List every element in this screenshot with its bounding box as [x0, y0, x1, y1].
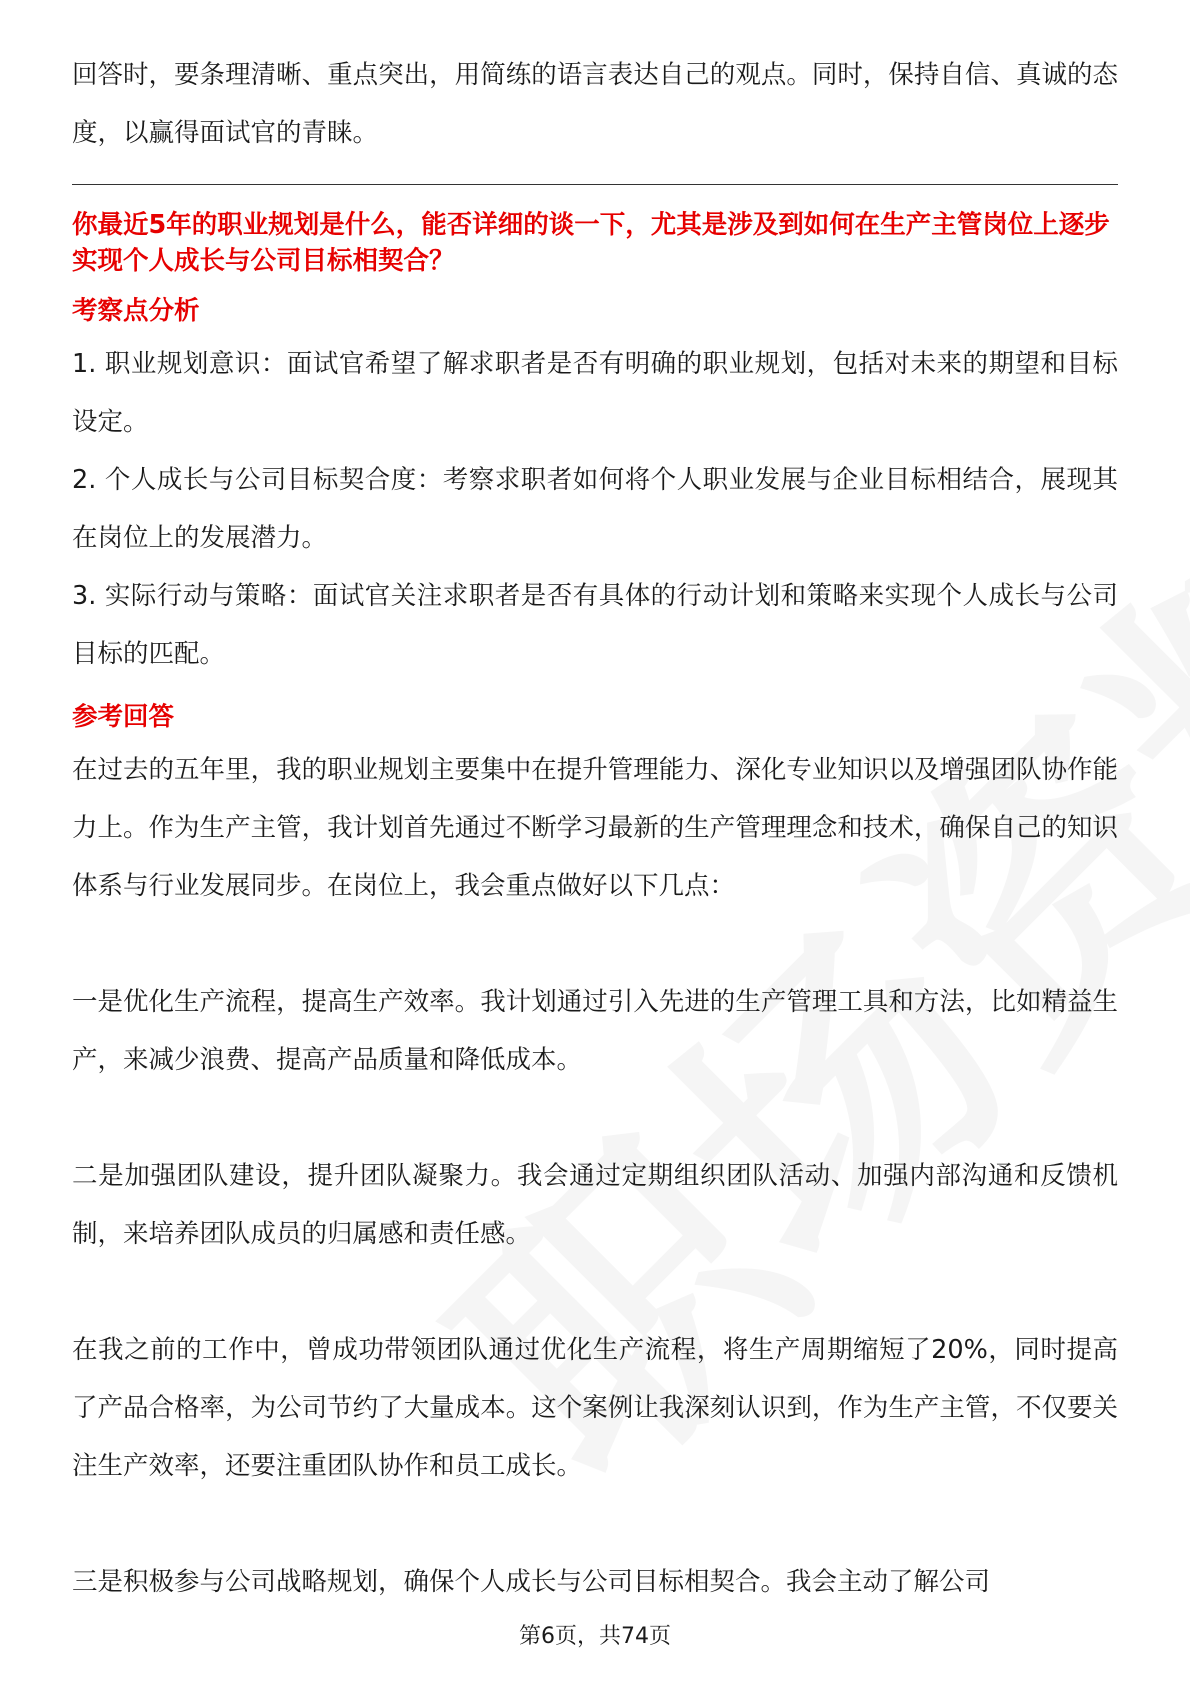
- answer-paragraph: 三是积极参与公司战略规划，确保个人成长与公司目标相契合。我会主动了解公司: [72, 1567, 991, 1597]
- answer-paragraph: 二是加强团队建设，提升团队凝聚力。我会通过定期组织团队活动、加强内部沟通和反馈机制，来培养团队成员的归属感和责任感。: [72, 1161, 1118, 1249]
- answer-paragraph: 在过去的五年里，我的职业规划主要集中在提升管理能力、深化专业知识以及增强团队协作能力上。作为生产主管，我计划首先通过不断学习最新的生产管理理念和技术，确保自己的知识体系与行业发展同步。在岗位上，我会重点做好以下几点：: [72, 755, 1118, 901]
- paragraph-gap: [72, 1495, 1118, 1553]
- paragraph-gap: [72, 915, 1118, 973]
- page-number: 第6页，共74页: [519, 1624, 671, 1649]
- analysis-point: 3. 实际行动与策略：面试官关注求职者是否有具体的行动计划和策略来实现个人成长与公司目标的匹配。: [72, 581, 1118, 669]
- paragraph-gap: [72, 1263, 1118, 1321]
- intro-paragraph: 回答时，要条理清晰、重点突出，用简练的语言表达自己的观点。同时，保持自信、真诚的态度，以赢得面试官的青睐。: [72, 60, 1118, 148]
- analysis-heading: 考察点分析: [72, 296, 200, 326]
- answer-heading: 参考回答: [72, 702, 175, 732]
- answer-body: [72, 741, 1118, 1611]
- page-content: [72, 46, 1118, 1611]
- paragraph-gap: [72, 1089, 1118, 1147]
- answer-paragraph: 一是优化生产流程，提高生产效率。我计划通过引入先进的生产管理工具和方法，比如精益生产，来减少浪费、提高产品质量和降低成本。: [72, 987, 1118, 1075]
- analysis-point: 1. 职业规划意识：面试官希望了解求职者是否有明确的职业规划，包括对未来的期望和目标设定。: [72, 349, 1118, 437]
- interview-question: 你最近5年的职业规划是什么，能否详细的谈一下，尤其是涉及到如何在生产主管岗位上逐步实现个人成长与公司目标相契合？: [72, 210, 1110, 276]
- answer-paragraph: 在我之前的工作中，曾成功带领团队通过优化生产流程，将生产周期缩短了20%，同时提高了产品合格率，为公司节约了大量成本。这个案例让我深刻认识到，作为生产主管，不仅要关注生产效率，还要注重团队协作和员工成长。: [72, 1335, 1118, 1481]
- analysis-point: 2. 个人成长与公司目标契合度：考察求职者如何将个人职业发展与企业目标相结合，展现其在岗位上的发展潜力。: [72, 465, 1118, 553]
- section-divider: [72, 184, 1118, 185]
- analysis-points: [72, 335, 1118, 683]
